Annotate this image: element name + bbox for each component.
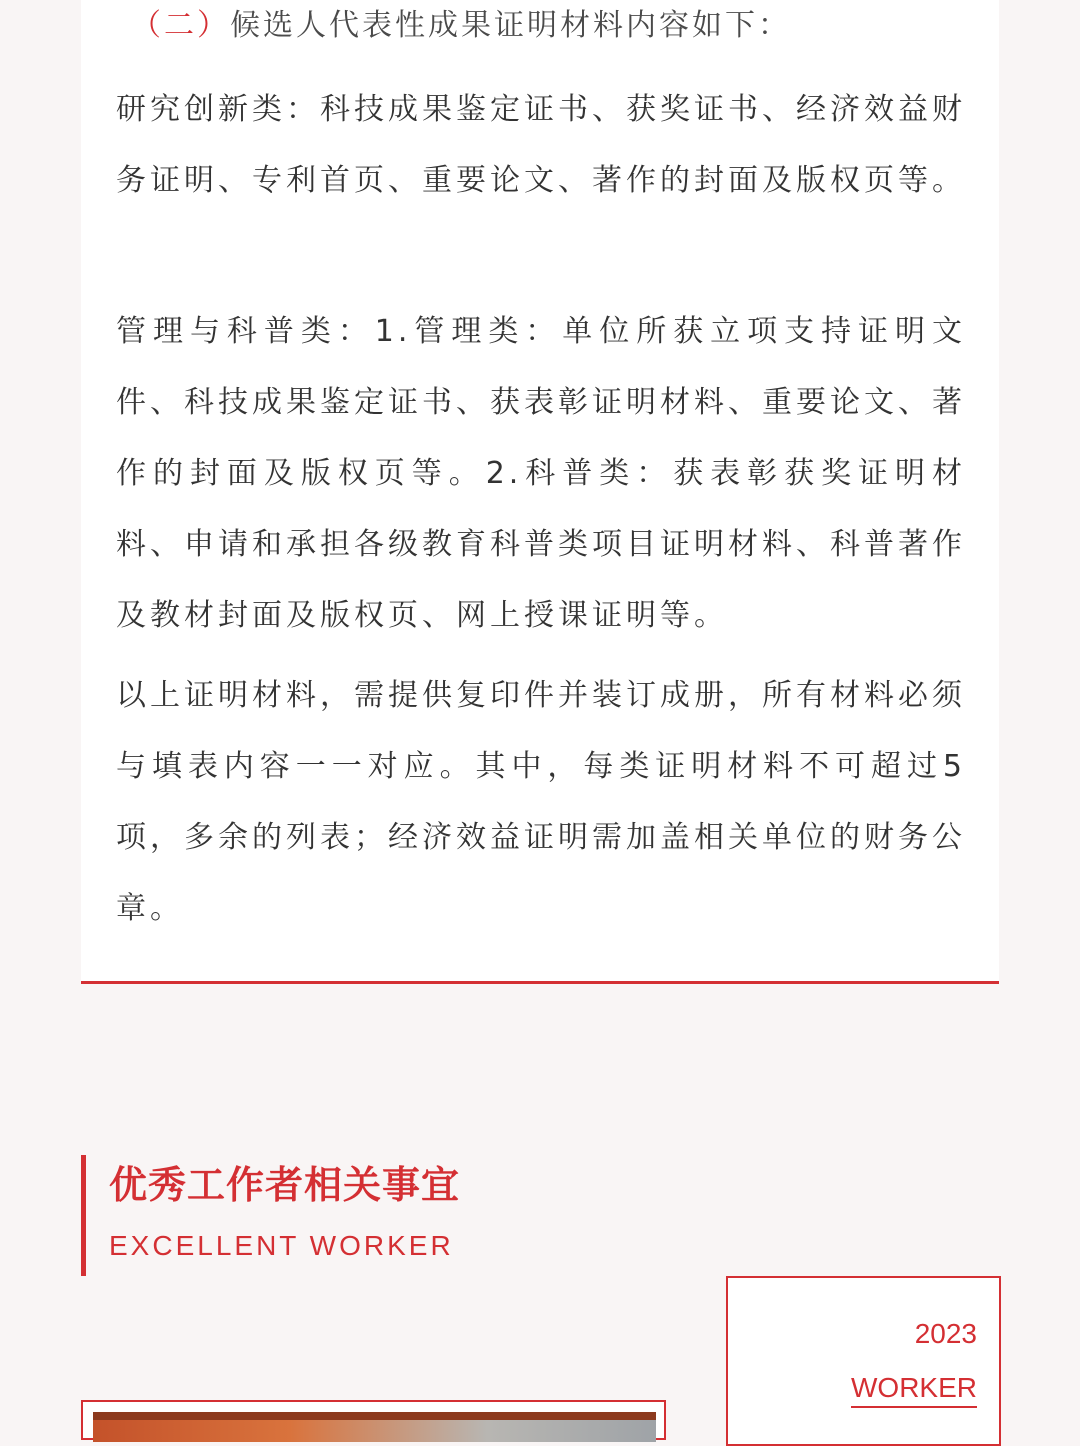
feature-title: 优秀工作者相关事宜 <box>109 1163 461 1207</box>
year-label: 2023 <box>914 1318 977 1349</box>
paragraph-note: 以上证明材料，需提供复印件并装订成册，所有材料必须与填表内容一一对应。其中，每类证明材料不可超过5项，多余的列表；经济效益证明需加盖相关单位的财务公章。 <box>116 678 966 926</box>
section-heading-text: 候选人代表性成果证明材料内容如下： <box>230 8 791 43</box>
paragraph-research: 研究创新类：科技成果鉴定证书、获奖证书、经济效益财务证明、专利首页、重要论文、著作的封面及版权页等。 <box>116 92 966 198</box>
title-accent-bar <box>81 1155 86 1276</box>
year-badge <box>726 1276 1001 1446</box>
feature-subtitle: EXCELLENT WORKER <box>109 1230 454 1261</box>
photo-crane-beam <box>93 1412 656 1420</box>
section-heading <box>131 4 791 48</box>
section-number: （二） <box>131 8 230 43</box>
worker-label: WORKER <box>851 1370 977 1408</box>
content-card <box>81 0 999 984</box>
worker-photo <box>93 1412 656 1442</box>
paragraph-management: 管理与科普类：1.管理类：单位所获立项支持证明文件、科技成果鉴定证书、获表彰证明材料、重要论文、著作的封面及版权页等。2.科普类：获表彰获奖证明材料、申请和承担各级教育科普类项目证明材料、科普著作及教材封面及版权页、网上授课证明等。 <box>116 314 966 633</box>
photo-frame <box>81 1400 666 1440</box>
